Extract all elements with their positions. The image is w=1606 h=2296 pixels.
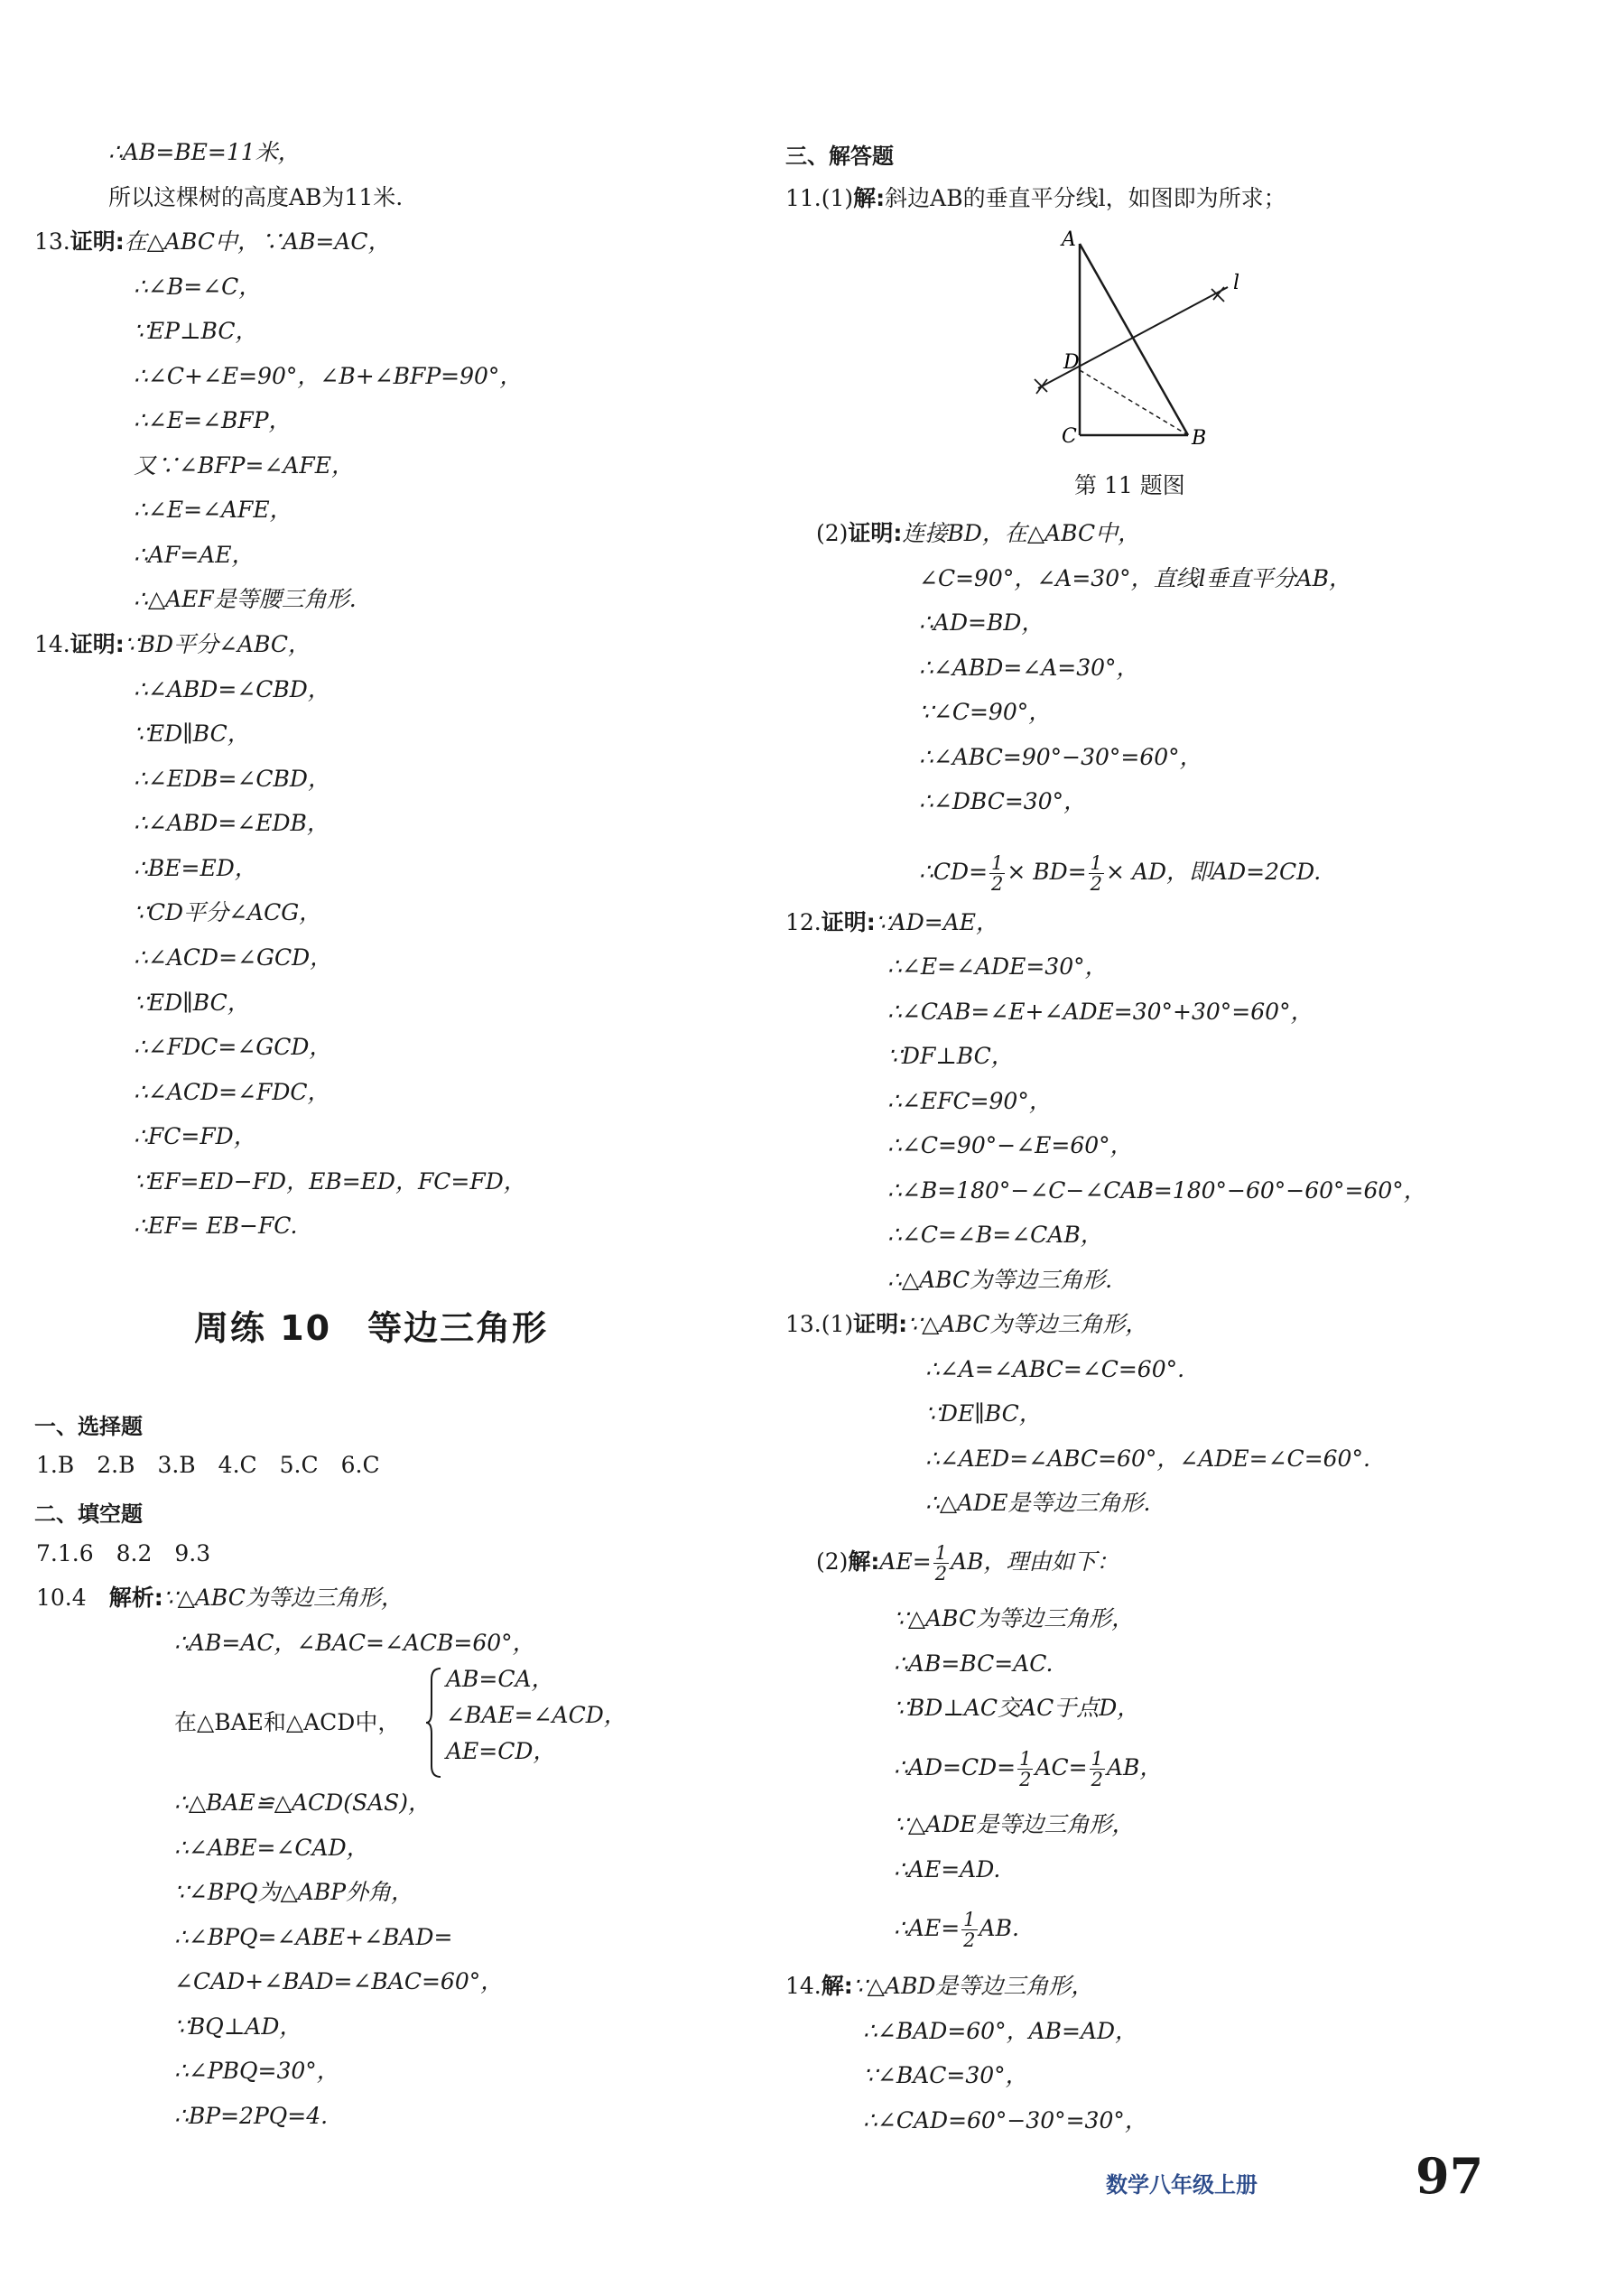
arc-mark-icon <box>1035 379 1047 394</box>
fraction-denominator: 2 <box>1091 1769 1103 1790</box>
text-line: ∠C=90°，∠A=30°，直线l垂直平分AB， <box>919 565 1352 591</box>
answer-label: 证明: <box>70 228 125 255</box>
text-line: ∵△ABC为等边三角形， <box>162 1585 404 1611</box>
question-14-header <box>34 629 311 660</box>
text-line: ∴∠C=90°−∠E=60°， <box>887 1132 1133 1158</box>
book-title: 数学八年级上册 <box>1106 2172 1258 2198</box>
fraction-denominator: 2 <box>934 1563 948 1585</box>
text-line: ∴AB=AC，∠BAC=∠ACB=60°， <box>174 1630 535 1656</box>
text-line: ∴∠C+∠E=90°，∠B+∠BFP=90°， <box>134 363 523 389</box>
question-number: 14. <box>34 631 70 657</box>
answer-label: 解: <box>848 1548 880 1575</box>
text-line-fraction <box>894 1741 1162 1795</box>
text-segment: ∴AE= <box>894 1915 961 1941</box>
fraction-numerator: 1 <box>934 1542 948 1564</box>
text-segment: AB，理由如下： <box>951 1548 1119 1575</box>
fraction-numerator: 1 <box>1090 852 1103 874</box>
text-line: ∴∠B=180°−∠C−∠CAB=180°−60°−60°=60°， <box>887 1177 1426 1204</box>
text-line: ∵EF=ED−FD，EB=ED，FC=FD， <box>134 1168 526 1194</box>
fraction-numerator: 1 <box>1091 1748 1103 1770</box>
text-line: ∵BD平分∠ABC， <box>124 631 311 657</box>
text-line: ∴∠BPQ=∠ABE+∠BAD= <box>174 1924 453 1950</box>
section-heading: 一、选择题 <box>34 1414 143 1439</box>
question-11b-header <box>816 518 1140 549</box>
fraction-denominator: 2 <box>963 1929 976 1951</box>
text-line: ∴∠ABD=∠A=30°， <box>919 655 1139 681</box>
segment-BD <box>1080 370 1188 435</box>
text-line: ∴∠ABE=∠CAD， <box>174 1835 369 1861</box>
answer-label: 证明: <box>70 631 125 657</box>
label-A: A <box>1062 228 1076 251</box>
text-line: ∵△ADE是等边三角形， <box>894 1811 1135 1837</box>
question-number: 12. <box>785 909 822 935</box>
fill-answers: 7.1.6 8.2 9.3 <box>36 1540 211 1566</box>
text-line: 又∵∠BFP=∠AFE， <box>134 452 355 479</box>
text-line: ∵△ABC为等边三角形， <box>907 1311 1148 1337</box>
question-13b-header <box>816 1535 1119 1589</box>
text-line: ∴∠AED=∠ABC=60°，∠ADE=∠C=60°. <box>925 1445 1370 1472</box>
text-line: ∴△AEF是等腰三角形. <box>134 586 357 612</box>
text-segment: ∴CD= <box>919 859 989 885</box>
fraction <box>989 853 1005 894</box>
text-segment: AE= <box>879 1548 932 1575</box>
text-line: ∵AD=AE， <box>875 909 999 935</box>
choice-answers: 1.B 2.B 3.B 4.C 5.C 6.C <box>36 1452 380 1478</box>
text-line: ∴△ADE是等边三角形. <box>925 1490 1151 1516</box>
question-number: (2) <box>816 520 849 546</box>
fraction <box>1089 853 1104 894</box>
text-line: AB=CA， <box>446 1666 554 1692</box>
text-line: 斜边AB的垂直平分线l，如图即为所求； <box>885 185 1286 211</box>
text-line: ∴∠C=∠B=∠CAB， <box>887 1222 1103 1248</box>
text-line: ∴∠B=∠C， <box>134 274 262 300</box>
text-line: ∵ED∥BC， <box>134 720 250 747</box>
question-number: 13.(1) <box>785 1311 854 1337</box>
text-line: ∠CAD+∠BAD=∠BAC=60°， <box>174 1968 504 1994</box>
figure-11 <box>1011 226 1264 451</box>
text-line: ∴FC=FD， <box>134 1123 256 1149</box>
figure-caption: 第 11 题图 <box>1074 472 1185 498</box>
text-line: ∴AB=BE=11米， <box>108 139 301 165</box>
text-line-fraction <box>894 1901 1019 1956</box>
fraction-denominator: 2 <box>1019 1769 1032 1790</box>
text-line: 连接BD，在△ABC中， <box>902 520 1141 546</box>
question-number: (2) <box>816 1548 849 1575</box>
text-segment: AC= <box>1035 1754 1088 1780</box>
text-line: ∴AE=AD. <box>894 1856 1001 1882</box>
text-line: ∵BQ⊥AD， <box>174 2013 302 2040</box>
brace-icon <box>424 1667 446 1779</box>
question-11-header <box>785 183 1286 214</box>
label-B: B <box>1192 427 1207 450</box>
text-line: ∵∠C=90°， <box>919 699 1052 725</box>
section-heading: 三、解答题 <box>785 144 894 169</box>
text-segment: AB， <box>1106 1754 1163 1780</box>
answer-label: 解: <box>821 1973 853 1999</box>
text-line: ∴∠E=∠ADE=30°， <box>887 953 1108 980</box>
text-segment: ∴AD=CD= <box>894 1754 1017 1780</box>
text-line: ∴∠E=∠BFP， <box>134 407 292 433</box>
fraction-numerator: 1 <box>963 1909 976 1930</box>
segment-AB <box>1080 244 1188 435</box>
text-line: ∴∠EDB=∠CBD， <box>134 766 330 792</box>
text-line: ∴∠E=∠AFE， <box>134 497 292 523</box>
fraction-numerator: 1 <box>991 852 1004 874</box>
text-line: ∴∠CAD=60°−30°=30°， <box>863 2107 1147 2133</box>
fraction <box>933 1543 949 1584</box>
text-line: 所以这棵树的高度AB为11米. <box>108 184 404 210</box>
text-segment: × BD= <box>1007 859 1087 885</box>
fraction-denominator: 2 <box>991 873 1004 895</box>
text-line: ∴∠BAD=60°，AB=AD， <box>863 2018 1138 2044</box>
text-line: ∴AF=AE， <box>134 542 255 568</box>
text-line: ∴AD=BD， <box>919 609 1044 636</box>
question-number: 11.(1) <box>785 185 854 211</box>
text-line: 在△BAE和△ACD中， <box>174 1709 401 1735</box>
question-13-header <box>34 227 391 257</box>
text-line: ∴∠ABC=90°−30°=60°， <box>919 744 1202 770</box>
label-D: D <box>1063 351 1080 374</box>
text-line: ∴∠A=∠ABC=∠C=60°. <box>925 1356 1185 1382</box>
question-number: 13. <box>34 228 70 255</box>
text-segment: × AD，即AD=2CD. <box>1106 859 1322 885</box>
text-line: ∴AB=BC=AC. <box>894 1650 1054 1677</box>
text-line: ∠BAE=∠ACD， <box>446 1702 627 1728</box>
answer-label: 证明: <box>848 520 903 546</box>
text-line: ∴BE=ED， <box>134 855 257 881</box>
text-line: ∵DE∥BC， <box>925 1400 1042 1427</box>
text-line: ∴∠ACD=∠FDC， <box>134 1079 330 1105</box>
question-12-header <box>785 907 998 938</box>
text-line: ∴∠FDC=∠GCD， <box>134 1034 332 1060</box>
text-line: ∴∠PBQ=30°， <box>174 2058 339 2084</box>
question-number: 10.4 <box>36 1585 87 1611</box>
text-line: ∴BP=2PQ=4. <box>174 2103 329 2129</box>
text-line: ∵CD平分∠ACG， <box>134 899 322 925</box>
answer-label: 解: <box>853 185 886 211</box>
answer-label: 证明: <box>821 909 876 935</box>
text-line: ∵EP⊥BC， <box>134 318 258 344</box>
text-line: AE=CD， <box>446 1738 556 1764</box>
page-number: 97 <box>1416 2147 1484 2205</box>
text-line: 在△ABC中，∵AB=AC， <box>124 228 391 255</box>
fraction-denominator: 2 <box>1090 873 1103 895</box>
fraction <box>961 1910 977 1950</box>
label-C: C <box>1062 425 1077 448</box>
text-line: ∵BD⊥AC交AC于点D， <box>894 1695 1140 1721</box>
fraction <box>1017 1749 1033 1789</box>
text-line: ∴∠EFC=90°， <box>887 1088 1052 1114</box>
answer-label: 解析: <box>108 1585 163 1611</box>
label-l: l <box>1233 272 1240 294</box>
text-line-fraction <box>919 845 1321 899</box>
question-10-header <box>36 1583 404 1613</box>
question-number: 14. <box>785 1973 822 1999</box>
section-title: 周练 10 等边三角形 <box>194 1308 549 1348</box>
text-line: ∵△ABD是等边三角形， <box>852 1973 1094 1999</box>
fraction <box>1090 1749 1105 1789</box>
text-line: ∵∠BPQ为△ABP外角， <box>174 1879 414 1905</box>
fraction-numerator: 1 <box>1019 1748 1032 1770</box>
section-heading: 二、填空题 <box>34 1501 143 1527</box>
text-line: ∵△ABC为等边三角形， <box>894 1605 1135 1631</box>
text-line: ∴EF= EB−FC. <box>134 1213 298 1239</box>
text-segment: AB. <box>979 1915 1019 1941</box>
text-line: ∴∠ABD=∠CBD， <box>134 676 330 702</box>
text-line: ∴∠ABD=∠EDB， <box>134 810 330 836</box>
question-13-header <box>785 1309 1147 1340</box>
text-line: ∵DF⊥BC， <box>887 1043 1014 1069</box>
answer-label: 证明: <box>853 1311 908 1337</box>
text-line: ∴∠DBC=30°， <box>919 788 1087 814</box>
text-line: ∵∠BAC=30°， <box>863 2062 1028 2088</box>
text-line: ∴∠ACD=∠GCD， <box>134 944 333 971</box>
text-line: ∵ED∥BC， <box>134 990 250 1016</box>
text-line: ∴△ABC为等边三角形. <box>887 1267 1113 1293</box>
text-line: ∴△BAE≌△ACD(SAS)， <box>174 1789 432 1816</box>
text-line: ∴∠CAB=∠E+∠ADE=30°+30°=60°， <box>887 999 1314 1025</box>
question-14-header <box>785 1971 1093 2002</box>
